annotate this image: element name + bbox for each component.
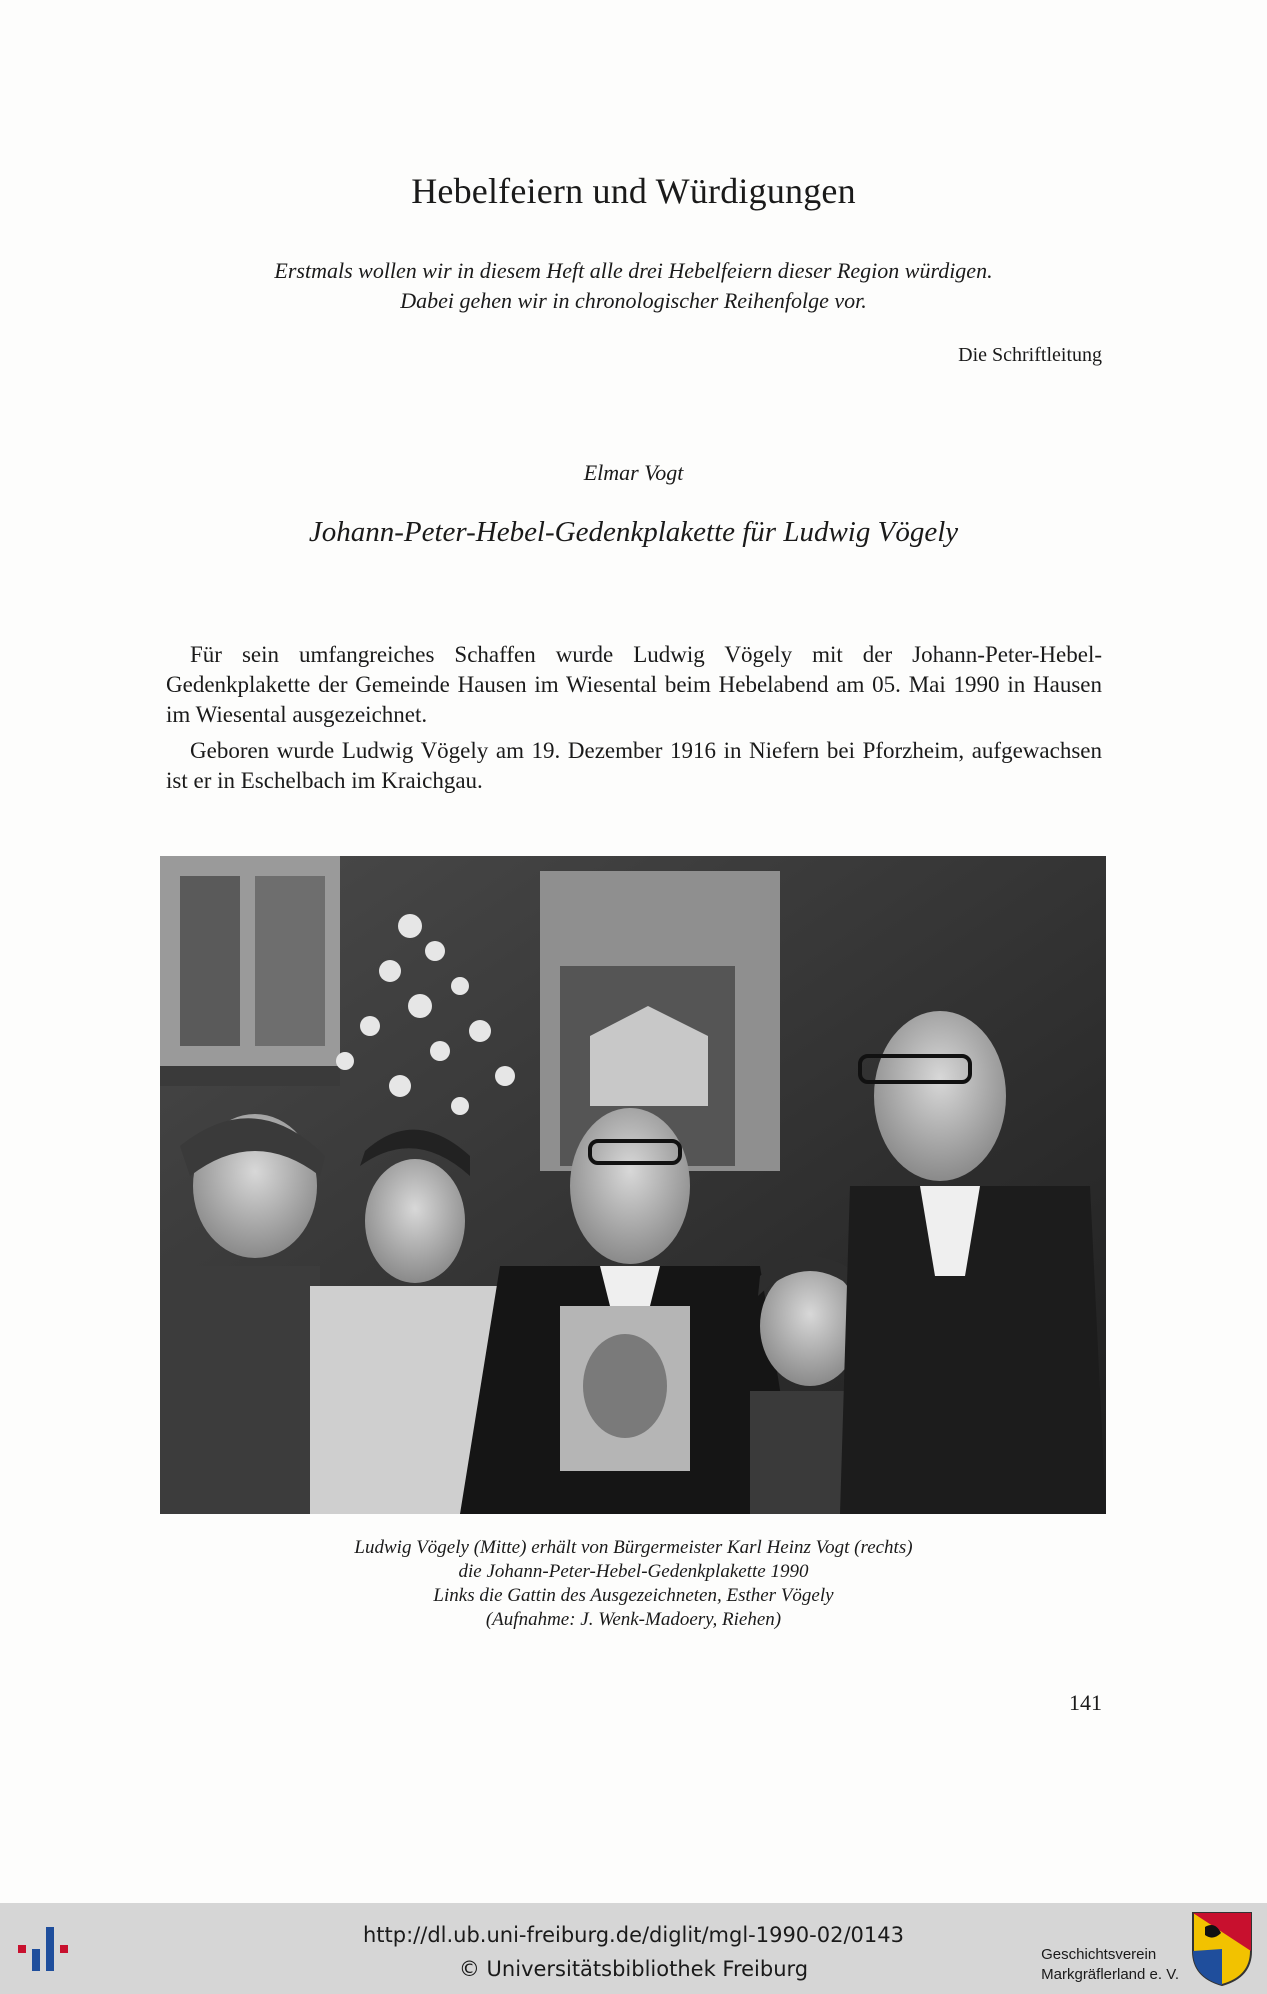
paragraph-1: Für sein umfangreiches Schaffen wurde Ludwig Vögely mit der Johann-Peter-Hebel-Gedenkplakette der Gemeinde Hausen im Wiesental beim Hebelabend am 05. Mai 1990 in Hausen im Wiesental ausgezeichnet. bbox=[166, 642, 1102, 727]
coat-of-arms-icon bbox=[1191, 1911, 1253, 1987]
article-title: Johann-Peter-Hebel-Gedenkplakette für Ludwig Vögely bbox=[308, 516, 959, 548]
document-url-link[interactable]: http://dl.ub.uni-freiburg.de/diglit/mgl-1990-02/0143 bbox=[362, 1923, 904, 1947]
society-name-line-2: Markgräflerland e. V. bbox=[1041, 1966, 1179, 1983]
author-name: Elmar Vogt bbox=[583, 460, 684, 485]
editor-signature: Die Schriftleitung bbox=[958, 344, 1102, 366]
caption-line-3: Links die Gattin des Ausgezeichneten, Esther Vögely bbox=[433, 1585, 834, 1606]
photo-caption bbox=[0, 1536, 1267, 1632]
society-name-line-1: Geschichtsverein bbox=[1041, 1946, 1157, 1963]
award-photo-image bbox=[160, 856, 1106, 1514]
award-photo bbox=[160, 856, 1106, 1514]
caption-line-2: die Johann-Peter-Hebel-Gedenkplakette 1990 bbox=[458, 1561, 809, 1582]
caption-line-4: (Aufnahme: J. Wenk-Madoery, Riehen) bbox=[485, 1609, 782, 1630]
intro-text bbox=[160, 256, 1107, 316]
paragraph-2: Geboren wurde Ludwig Vögely am 19. Dezember 1916 in Niefern bei Pforzheim, aufgewachsen ist er in Eschelbach im Kraichgau. bbox=[166, 738, 1102, 793]
intro-line-1: Erstmals wollen wir in diesem Heft alle drei Hebelfeiern dieser Region würdigen. bbox=[274, 258, 993, 283]
caption-line-1: Ludwig Vögely (Mitte) erhält von Bürgermeister Karl Heinz Vogt (rechts) bbox=[354, 1537, 913, 1558]
page-number: 141 bbox=[1069, 1690, 1102, 1715]
intro-line-2: Dabei gehen wir in chronologischer Reihenfolge vor. bbox=[400, 288, 867, 313]
society-name bbox=[1041, 1945, 1179, 1985]
article-body bbox=[166, 640, 1102, 802]
library-footer bbox=[0, 1903, 1267, 1994]
section-title: Hebelfeiern und Würdigungen bbox=[411, 171, 856, 211]
copyright-notice: © Universitätsbibliothek Freiburg bbox=[458, 1957, 809, 1981]
